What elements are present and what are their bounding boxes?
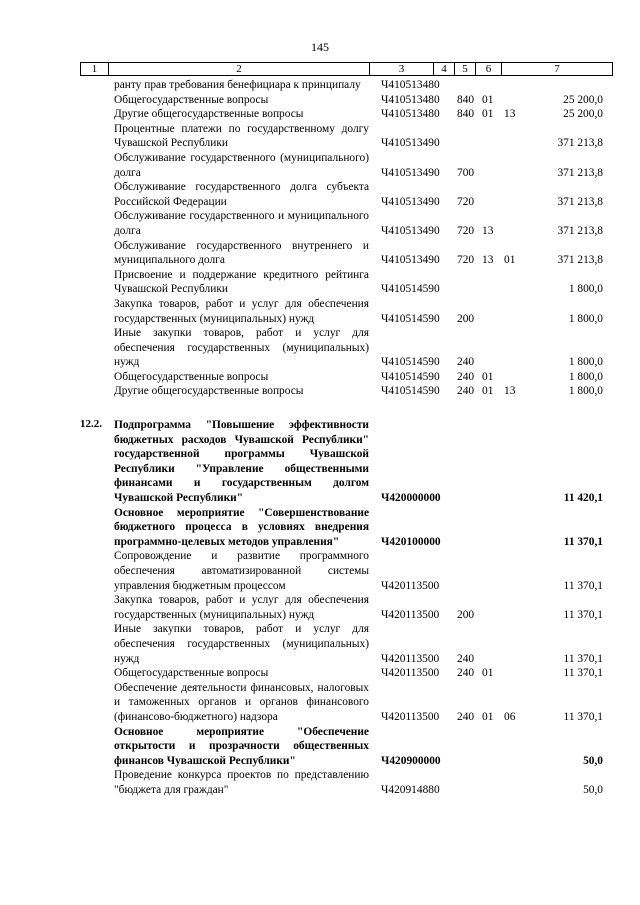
row-target-code: Ч410514590 (381, 356, 440, 369)
row-amount: 1 800,0 (568, 312, 603, 325)
section-gap (0, 399, 640, 418)
row-name: Присвоение и поддержание кредитного рейтинга Чувашской Республики (114, 268, 369, 296)
row-name: Иные закупки товаров, работ и услуг для обеспечения государственных (муниципальных) нужд (114, 623, 369, 665)
row-expense-type: 720 (457, 254, 475, 267)
table-row (0, 622, 640, 666)
table-row (0, 151, 640, 180)
row-target-code: Ч410513480 (381, 79, 440, 91)
row-section: 01 (482, 667, 494, 680)
row-section: 01 (482, 93, 494, 106)
row-amount: 1 800,0 (568, 356, 603, 369)
table-header (80, 62, 613, 76)
row-target-code: Ч410513490 (381, 195, 440, 208)
row-amount: 1 800,0 (568, 283, 603, 296)
row-section: 13 (482, 224, 494, 237)
row-amount: 11 370,1 (563, 535, 603, 548)
row-target-code: Ч420113500 (381, 608, 440, 621)
row-expense-type: 240 (457, 370, 475, 383)
table-row (0, 239, 640, 268)
budget-table-body (0, 78, 640, 798)
row-amount: 11 420,1 (563, 492, 603, 505)
row-name: Иные закупки товаров, работ и услуг для обеспечения государственных (муниципальных) нужд (114, 327, 369, 369)
row-name: Процентные платежи по государственному долгу Чувашской Республики (114, 122, 369, 150)
table-row (0, 549, 640, 593)
row-target-code: Ч420900000 (381, 754, 441, 767)
row-name: Другие общегосударственные вопросы (114, 108, 304, 121)
row-name: Обеспечение деятельности финансовых, налоговых и таможенных органов и органов финансового (финансово-бюджетного) надзора (114, 681, 369, 723)
row-amount: 11 370,1 (563, 710, 603, 723)
row-name: Обслуживание государственного (муниципального) долга (114, 151, 369, 179)
row-section: 01 (482, 370, 494, 383)
row-amount: 371 213,8 (557, 224, 603, 237)
table-row (0, 326, 640, 370)
row-target-code: Ч420100000 (381, 535, 441, 548)
row-subsection: 13 (504, 385, 516, 398)
table-row (0, 209, 640, 238)
row-amount: 11 370,1 (563, 579, 603, 592)
row-expense-type: 240 (457, 710, 475, 723)
row-amount: 371 213,8 (557, 254, 603, 267)
table-row (0, 370, 640, 385)
table-row (0, 768, 640, 797)
row-name: Закупка товаров, работ и услуг для обеспечения государственных (муниципальных) нужд (114, 594, 369, 621)
table-row (0, 268, 640, 297)
row-target-code: Ч410513490 (381, 166, 440, 179)
row-expense-type: 840 (457, 93, 475, 106)
header-col-3: 3 (398, 63, 405, 75)
row-expense-type: 240 (457, 652, 475, 665)
row-expense-type: 200 (457, 312, 475, 325)
row-section: 01 (482, 710, 494, 723)
row-name: Другие общегосударственные вопросы (114, 385, 304, 398)
row-amount: 50,0 (583, 754, 603, 767)
row-name: Общегосударственные вопросы (114, 370, 269, 383)
header-col-7: 7 (554, 63, 560, 75)
row-name: Основное мероприятие "Совершенствование бюджетного процесса в условиях внедрения программно-целевых методов управления" (114, 506, 369, 548)
header-col-2: 2 (236, 63, 242, 75)
header-col-6: 6 (485, 63, 492, 75)
row-subsection: 01 (504, 254, 516, 267)
row-target-code: Ч420000000 (381, 492, 441, 505)
row-name: Общегосударственные вопросы (114, 667, 269, 680)
row-name: Основное мероприятие "Обеспечение открытости и прозрачности общественных финансов Чувашской Республики" (114, 725, 369, 767)
table-row (0, 506, 640, 550)
table-row (0, 725, 640, 769)
row-target-code: Ч420113500 (381, 652, 440, 665)
row-amount: 11 370,1 (563, 652, 603, 665)
row-target-code: Ч410514590 (381, 283, 440, 296)
row-target-code: Ч410513490 (381, 254, 440, 267)
row-amount: 11 370,1 (563, 667, 603, 680)
table-row (0, 78, 640, 93)
row-target-code: Ч420113500 (381, 710, 440, 723)
table-row (0, 681, 640, 725)
row-name: Подпрограмма "Повышение эффективности бюджетных расходов Чувашской Республики" государственной программы Чувашской Республики "Управление общественными финансами и государственным долгом Чувашской Республики" (114, 419, 369, 505)
row-target-code: Ч420914880 (381, 783, 440, 796)
page-number: 145 (311, 40, 329, 54)
row-amount: 1 800,0 (568, 385, 603, 398)
row-expense-type: 240 (457, 385, 475, 398)
row-section: 13 (482, 254, 494, 267)
row-section: 01 (482, 385, 494, 398)
row-name: Общегосударственные вопросы (114, 93, 269, 106)
row-subsection: 13 (504, 108, 516, 121)
row-expense-type: 700 (457, 166, 475, 179)
row-amount: 1 800,0 (568, 370, 603, 383)
table-row (0, 297, 640, 326)
row-name: Закупка товаров, работ и услуг для обеспечения государственных (муниципальных) нужд (114, 297, 369, 325)
row-target-code: Ч410513490 (381, 137, 440, 150)
row-target-code: Ч410514590 (381, 312, 440, 325)
row-target-code: Ч410513490 (381, 224, 440, 237)
header-col-4: 4 (441, 63, 447, 75)
table-row (0, 180, 640, 209)
row-amount: 371 213,8 (557, 195, 603, 208)
row-section: 01 (482, 108, 494, 121)
row-expense-type: 200 (457, 608, 475, 621)
row-name: Обслуживание государственного и муниципального долга (114, 210, 369, 237)
row-expense-type: 720 (457, 195, 475, 208)
row-amount: 50,0 (583, 783, 603, 796)
row-target-code: Ч410513480 (381, 93, 440, 106)
table-row (0, 384, 640, 399)
table-row (0, 107, 640, 122)
row-name: Обслуживание государственного внутреннего и муниципального долга (114, 239, 369, 267)
header-col-5: 5 (462, 63, 468, 75)
row-target-code: Ч420113500 (381, 667, 440, 680)
row-expense-type: 840 (457, 108, 475, 121)
table-row (0, 418, 640, 506)
table-row (0, 122, 640, 151)
row-amount: 11 370,1 (563, 608, 603, 621)
row-subsection: 06 (504, 710, 516, 723)
row-name: Обслуживание государственного долга субъекта Российской Федерации (114, 181, 369, 208)
row-amount: 371 213,8 (557, 137, 603, 150)
row-target-code: Ч420113500 (381, 579, 440, 592)
table-row (0, 666, 640, 681)
row-expense-type: 720 (457, 224, 475, 237)
row-target-code: Ч410514590 (381, 385, 440, 398)
row-target-code: Ч410514590 (381, 370, 440, 383)
table-row (0, 593, 640, 622)
header-col-1: 1 (91, 63, 98, 75)
row-name: ранту прав требования бенефициара к принципалу (114, 79, 361, 91)
row-target-code: Ч410513480 (381, 108, 440, 121)
section-number: 12.2. (80, 418, 102, 431)
row-name: Проведение конкурса проектов по представлению "бюджета для граждан" (114, 769, 369, 796)
table-row (0, 93, 640, 108)
row-amount: 371 213,8 (557, 166, 603, 179)
row-expense-type: 240 (457, 356, 475, 369)
row-amount: 25 200,0 (563, 108, 603, 121)
row-name: Сопровождение и развитие программного обеспечения автоматизированной системы управления бюджетным процессом (114, 550, 369, 592)
row-expense-type: 240 (457, 667, 475, 680)
row-amount: 25 200,0 (563, 93, 603, 106)
